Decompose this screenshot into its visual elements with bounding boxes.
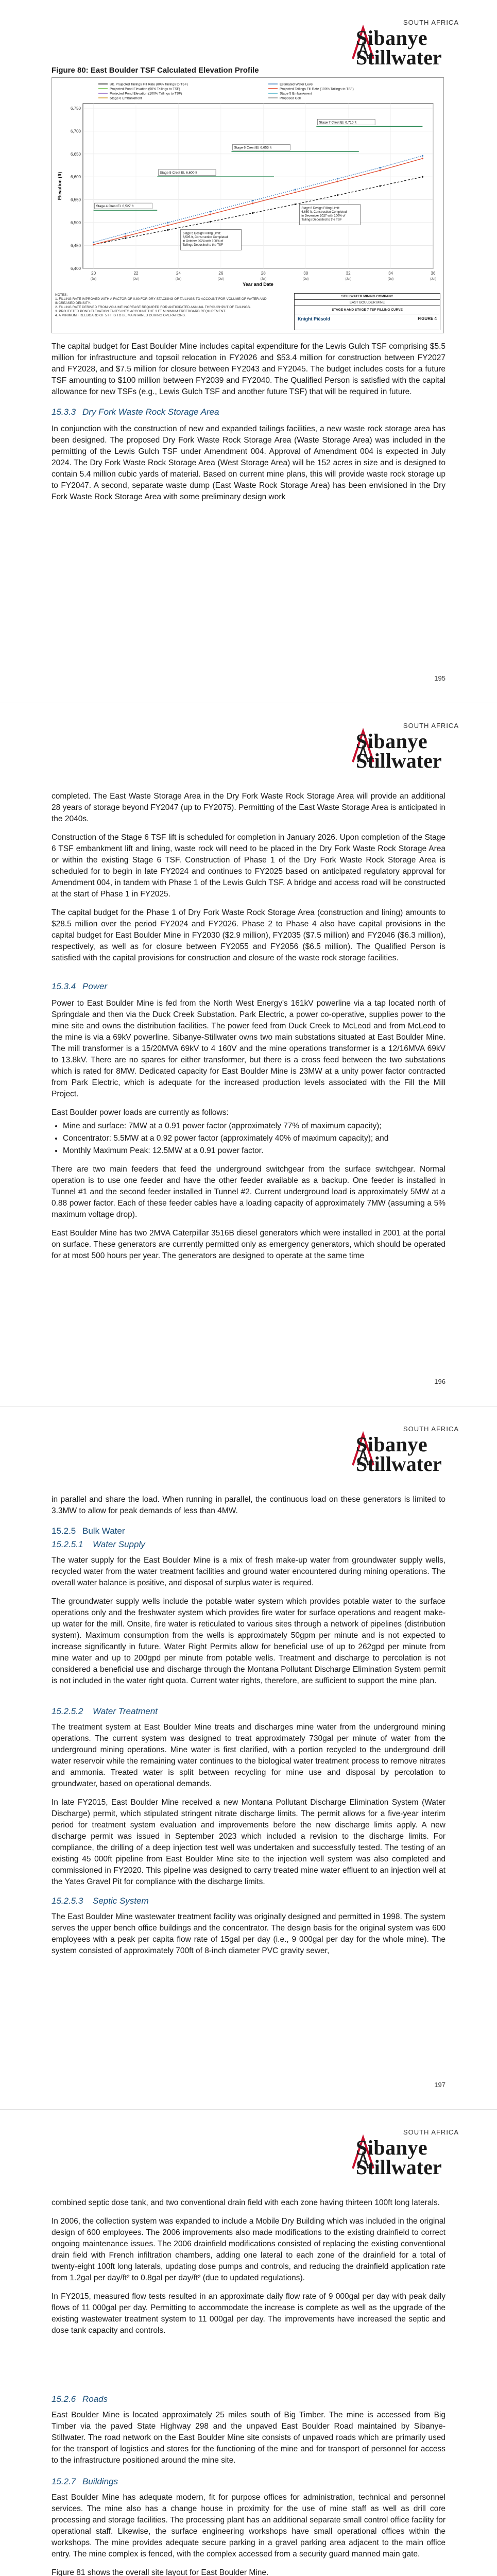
body-text	[52, 998, 445, 1269]
tb-site: EAST BOULDER MINE	[295, 300, 440, 306]
tb-company: STILLWATER MINING COMPANY	[295, 294, 440, 300]
series-point	[125, 238, 126, 239]
paragraph: The capital budget for the Phase 1 of Dry Fork Waste Rock Storage Area (construction and lining) amounts to $28.5 million over the period FY2024 and FY2026. Phase 2 to Phase 4 also have capital provisions in the capital budget for East Boulder Mine in FY2030 ($2.9 million), FY2035 ($7.5 million) and FY2046 ($6.3 million), respectively, as well as for closure between FY2055 and FY2056 ($6.5 million). The Qualified Person is satisfied with the capital provisions for construction and closure of the waste rock storage facilities.	[52, 908, 445, 962]
tb-drawing: STAGE 6 AND STAGE 7 TSF FILLING CURVE	[295, 306, 440, 314]
series-point	[210, 211, 211, 212]
chart-title-block	[294, 293, 440, 330]
series-point	[252, 212, 253, 214]
body-text	[52, 1722, 445, 1895]
subsection-heading: 15.2.5.3 Septic System	[52, 1896, 149, 1906]
paragraph: The treatment system at East Boulder Mine treats and discharges mine water from the underground mining operations. The current system was designed to treat approximately 730gal per minute of water from the underground mining operations. Mine water is first clarified, with a portion recycled to the underground drill water reservoir while the remaining water continues to the biological water treatment process to remove nitrates and ammonia. Treated water is split between recycling for mine use and disposal by percolation to groundwater, based on operational demands.	[52, 1723, 445, 1788]
x-tick-label: 20	[91, 271, 96, 276]
series-point	[379, 170, 381, 171]
y-tick-label: 6,650	[70, 151, 81, 157]
chart-note: 4. A MINIMUM FREEBOARD OF 5 FT IS TO BE MAINTAINED DURING OPERATIONS.	[55, 314, 186, 317]
logo-line1: Sibanye	[356, 2136, 428, 2159]
series-point	[167, 222, 168, 224]
x-tick-sublabel: (Jul)	[430, 278, 436, 281]
x-tick-sublabel: (Jul)	[90, 278, 97, 281]
series-point	[422, 176, 423, 178]
figure-title: Figure 80: East Boulder TSF Calculated Elevation Profile	[52, 66, 259, 75]
body-text	[52, 1911, 445, 1964]
company-logo	[353, 1421, 471, 1478]
logo-line1: Sibanye	[356, 730, 428, 753]
subsection-heading: 15.2.5.1 Water Supply	[52, 1539, 145, 1549]
annotation-text: Stage 5 Design Filling Limit: 6,595 ft, Construction Completed in October 2024 with 100% of Tailings Deposited to the TSF	[182, 232, 228, 247]
y-axis-label: Elevation (ft)	[57, 172, 62, 200]
power-load-list	[63, 1121, 445, 1157]
paragraph: The groundwater supply wells include the potable water system which provides potable water to the surface operations only and the freshwater system which provides fire water for surface operations and reagent make-up water for the mill. Onsite, fire water is reticulated to various sites through a network of pipelines (distribution system). Maximum consumption from the wells is approximately 50gpm per minute and is not expected to increase significantly in future. Water Right Permits allow for beneficial use of up to 262gpd per minute from mine water and up to 200gpd per minute from potable wells. Treatment and discharge to percolation is not considered a beneficial use and discharge through the Montana Pollutant Discharge Elimination System permit is not included in the water right quota. Current water rights, therefore, are sufficient to support the mine plan.	[52, 1597, 445, 1685]
paragraph: Construction of the Stage 6 TSF lift is scheduled for completion in January 2026. Upon completion of the Stage 6 TSF embankment lift and lining, waste rock will need to be placed in the Dry Fork Waste Rock Storage Area or within the existing Stage 6 TSF. Construction of Phase 1 of the Dry Fork Waste Rock Storage Area is scheduled for to begin in late FY2024 and continues to FY2025 based on anticipated regulatory approval for Amendment 004, in tandem with Phase 1 of the Lewis Gulch TSF. A bridge and access road will be constructed at the start of Phase 1 in FY2025.	[52, 833, 445, 899]
legend-entry: Proposed Cell	[280, 96, 301, 100]
series-point	[379, 185, 381, 187]
page-197	[0, 1406, 497, 2110]
body-text	[52, 791, 445, 971]
tb-firm: Knight Piésold	[298, 316, 330, 321]
series-point	[93, 244, 94, 245]
logo-prefix: SOUTH AFRICA	[403, 2128, 459, 2136]
stage-label: Stage 7 Crest El. 6,710 ft	[319, 121, 356, 125]
section-heading: 15.2.6 Roads	[52, 2394, 108, 2404]
paragraph: Figure 81 shows the overall site layout for East Boulder Mine.	[52, 2568, 269, 2576]
section-heading: 15.2.5 Bulk Water	[52, 1526, 125, 1536]
series-line	[94, 177, 423, 245]
chart-note: 2. FILLING RATE DERIVED FROM VOLUME INCREASE REQUIRED FOR ANTICIPATED ANNUAL THROUGHPUT OF TAILINGS.	[55, 306, 251, 309]
x-tick-label: 32	[346, 271, 351, 276]
paragraph: The water supply for the East Boulder Mine is a mix of fresh make-up water from groundwater supply wells, recycled water from the water treatment facilities and ground water encountered during mining operations. The overall water balance is positive, and disposal of surplus water is required.	[52, 1556, 445, 1587]
series-point	[125, 235, 126, 237]
list-item: • Mine and surface: 7MW at a 0.91 power factor (approximately 77% of maximum capacity);	[63, 1121, 445, 1132]
legend-entry: Estimated Water Level	[280, 82, 314, 87]
logo-line1: Sibanye	[356, 1433, 428, 1456]
logo-line1: Sibanye	[356, 26, 428, 49]
section-heading: 15.3.3 Dry Fork Waste Rock Storage Area	[52, 407, 219, 417]
company-logo	[353, 718, 471, 774]
paragraph: The East Boulder Mine wastewater treatment facility was originally designed and permitted in 1998. The system serves the upper bench office buildings and the concentrator. The design basis for the original system was 600 employees with a peak per capita flow rate of 15gal per day (i.e., 9 000gal per day for the whole mine). The system consisted of approximately 700ft of 8-inch diameter PVC gravity sewer,	[52, 1912, 445, 1955]
paragraph: combined septic dose tank, and two conventional drain field with each zone having thirteen 100ft long laterals.	[52, 2198, 440, 2207]
series-point	[252, 200, 253, 201]
y-tick-label: 6,600	[70, 175, 81, 180]
page-196	[0, 703, 497, 1406]
series-line	[94, 159, 423, 245]
subsection-heading: 15.2.5.2 Water Treatment	[52, 1706, 158, 1716]
logo-line2: Stillwater	[356, 1452, 442, 1476]
stage-label: Stage 4 Crest El. 6,527 ft	[96, 205, 134, 209]
x-tick-sublabel: (Jul)	[175, 278, 182, 281]
y-tick-label: 6,500	[70, 221, 81, 226]
chart-plot	[52, 78, 443, 289]
page-number: 197	[434, 2081, 445, 2089]
series-line	[94, 156, 423, 242]
series-point	[295, 189, 296, 191]
paragraph: In FY2015, measured flow tests resulted in an approximate daily flow rate of 9 000gal per day with peak daily flows of 11 000gal per day. Permitting to accommodate the increase is complete as well as the upgrade of the existing wastewater treatment system to 11 000gal per day. The improvements have increased the septic and dose tank capacity and controls.	[52, 2292, 445, 2335]
series-point	[210, 214, 211, 215]
x-tick-sublabel: (Jul)	[218, 278, 224, 281]
x-tick-label: 30	[303, 271, 309, 276]
page-198	[0, 2110, 497, 2576]
paragraph: East Boulder Mine has two 2MVA Caterpillar 3516B diesel generators which were installed in 2001 at the portal on surface. These generators are currently permitted only as emergency generators, which should be operated for at most 500 hours per year. The generators are designed to operate at the same time	[52, 1229, 445, 1260]
x-tick-sublabel: (Jul)	[133, 278, 139, 281]
y-tick-label: 6,750	[70, 106, 81, 111]
company-logo	[353, 2124, 471, 2181]
series-point	[93, 242, 94, 243]
series-point	[210, 221, 211, 223]
chart-note: NOTES:	[55, 293, 68, 297]
y-tick-label: 6,550	[70, 197, 81, 202]
paragraph: The capital budget for East Boulder Mine includes capital expenditure for the Lewis Gulch TSF comprising $5.5 million for infrastructure and topsoil relocation in FY2026 and $53.4 million for construction between FY2027 and FY2028, and $7.5 million for closure between FY2043 and FY2045. The budget includes costs for a future TSF amounting to $100 million between FY2039 and FY2040. The Qualified Person is satisfied with the capital allowance for new TSFs (e.g., Lewis Gulch TSF and another future TSF) that will be required in future.	[52, 342, 445, 396]
elevation-profile-chart	[52, 77, 444, 333]
logo-prefix: SOUTH AFRICA	[403, 1425, 459, 1433]
list-item: • Concentrator: 5.5MW at a 0.92 power factor (approximately 40% of maximum capacity); and	[63, 1133, 445, 1144]
y-tick-label: 6,700	[70, 129, 81, 134]
logo-prefix: SOUTH AFRICA	[403, 722, 459, 730]
legend-entry: Stage 5 Embankment	[280, 92, 312, 96]
legend-entry: Stage 6 Embankment	[110, 96, 142, 100]
x-tick-label: 34	[388, 271, 393, 276]
y-tick-label: 6,400	[70, 266, 81, 271]
annotation-text: Stage 6 Design Filling Limit: 6,650 ft, Construction Completed in December 2027 with 100% of Tailings Deposited to the TSF	[301, 207, 347, 222]
legend-entry: Ult. Projected Tailings Fill Rate (80% Tailings to TSF)	[110, 82, 188, 87]
series-point	[379, 167, 381, 168]
company-logo	[353, 14, 471, 71]
paragraph: East Boulder Mine has adequate modern, fit for purpose offices for administration, technical and personnel services. The mine also has a change house in proximity for the use of mine staff as well as drill core processing and storage facilities. The processing plant has an additional separate small control office facility for operational staff. Likewise, the surface engineering workshops have small operational offices within the workshops. The mine provides adequate secure parking in a gravel parking area adjacent to the main office entry. The mine complex is fenced, with the complex accessed from a security guard manned main gate.	[52, 2493, 445, 2558]
paragraph: There are two main feeders that feed the underground switchgear from the surface switchgear. Normal operation is to use one feeder and have the other feeder available as a backup. One feeder is installed in Tunnel #1 and the second feeder installed in Tunnel #2. Current underground load is approximately 5MW at a 0.88 power factor. Each of these feeder cables have a loading capacity of approximately 7MW (assuming a 5% maximum voltage drop).	[52, 1165, 445, 1219]
series-point	[422, 158, 423, 159]
x-tick-label: 36	[431, 271, 436, 276]
x-tick-sublabel: (Jul)	[345, 278, 351, 281]
paragraph: In 2006, the collection system was expanded to include a Mobile Dry Building which was included in the original design of 600 employees. The 2006 improvements also made modifications to the existing drainfield to correct ongoing maintenance issues. The 2006 drainfield modifications consisted of replacing the existing conventional drain field with French infiltration chambers, adding one lateral to each zone of the drainfield for a total of twenty-eight 100ft long laterals, updating dose pumps and controls, and reducing the drainfield application rate from 1.2gal per day/ft² to 0.8gal per day/ft² (due to updated regulations).	[52, 2217, 445, 2282]
legend-entry: Projected Tailings Fill Rate (100% Tailings to TSF)	[280, 87, 354, 91]
tb-figure: FIGURE 4	[418, 316, 437, 321]
body-text	[52, 1494, 445, 1524]
chart-note: 3. PROJECTED POND ELEVATION TAKES INTO ACCOUNT THE 3 FT MINIMUM FREEBOARD REQUIREMENT.	[55, 310, 226, 313]
stage-label: Stage 5 Crest El. 6,600 ft	[160, 171, 197, 175]
chart-note: 1. FILLING RATE IMPROVED WITH A FACTOR OF 0.80 FOR DRY STACKING OF TAILINGS TO ACCOUNT FOR VOLUME OF WATER AND INCREASED DENSITY.	[55, 297, 267, 305]
body-text	[52, 2197, 445, 2344]
series-point	[337, 194, 338, 196]
body-text	[52, 1555, 445, 1694]
paragraph: In late FY2015, East Boulder Mine received a new Montana Pollutant Discharge Elimination System (Water Discharge) permit, which stipulated stringent nitrate discharge limits. The permit allows for a five-year interim period for treatment system evaluation and improvements before the new discharge limits apply. A new discharge permit was issued in September 2023 which included a revision to the discharge limits. For compliance, the drilling of a deep injection test well was undertaken and successfully tested. The testing of an existing 45 000ft pipeline from East Boulder Mine site to the injection well system was also completed and commissioned in FY2020. This pipeline was designed to carry treated mine water effluent to an injection well at the Yates Gravel Pit for compliance with the discharge limits.	[52, 1798, 445, 1886]
series-point	[167, 229, 168, 231]
chart-notes	[55, 293, 271, 318]
x-axis-label: Year and Date	[243, 282, 273, 287]
series-point	[167, 225, 168, 226]
section-heading: 15.2.7 Buildings	[52, 2477, 118, 2486]
y-tick-label: 6,450	[70, 243, 81, 248]
list-item: • Monthly Maximum Peak: 12.5MW at a 0.91 power factor.	[63, 1145, 445, 1157]
paragraph: in parallel and share the load. When running in parallel, the continuous load on these generators is limited to 3.3MW to allow for peak demands of less than 4MW.	[52, 1495, 445, 1515]
section-heading: 15.3.4 Power	[52, 981, 108, 991]
paragraph: Power to East Boulder Mine is fed from the North West Energy's 161kV powerline via a tap located north of Springdale and then via the Duck Creek Substation. Park Electric, a power co-operative, supplies power to the mine site and owns the distribution facilities. The power feed from Duck Creek to McLeod and from McLeod to the mine is via a 69kV powerline. Sibanye-Stillwater owns two main substations situated at East Boulder Mine. The mill transformer is a 15/20MVA 69kV to 4 160V and the mine operations transformer is a 12/16MVA 69kV to 13.8kV. There are no spares for either transformer, but there is a cross feed between the two substations which is rated for 8MW. Dedicated capacity for East Boulder Mine is 23MW at a unity power factor contracted from Park Electric, which is adequate for the increased production levels associated with the Fill the Mill Project.	[52, 999, 445, 1098]
x-tick-label: 26	[218, 271, 224, 276]
legend-entry: Projected Pond Elevation (90% Tailings to TSF)	[110, 87, 180, 91]
x-tick-label: 22	[133, 271, 139, 276]
x-tick-label: 24	[176, 271, 181, 276]
page-number: 196	[434, 1378, 445, 1385]
body-text	[52, 423, 445, 510]
paragraph: In conjunction with the construction of new and expanded tailings facilities, a new waste rock storage area has been designed. The proposed Dry Fork Waste Rock Storage Area (Waste Storage Area) was included in the permitting of the Lewis Gulch TSF under Amendment 004. Approval of Amendment 004 is expected in July 2024. The Dry Fork Waste Rock Storage Area (West Storage Area) will be 152 acres in size and is designed to contain 5.4 million cubic yards of material. Based on current mine plans, this will provide waste rock storage up to FY2047. A second, separate waste dump (East Waste Rock Storage Area) has been envisioned in the Dry Fork Waste Rock Storage Area with some preliminary design work	[52, 425, 445, 501]
logo-line2: Stillwater	[356, 749, 442, 772]
series-point	[295, 192, 296, 193]
body-text	[52, 2410, 445, 2473]
series-point	[295, 204, 296, 205]
series-point	[252, 202, 253, 204]
series-point	[337, 178, 338, 179]
logo-line2: Stillwater	[356, 2156, 442, 2179]
body-text	[52, 341, 445, 405]
page-195	[0, 0, 497, 703]
x-tick-label: 28	[261, 271, 266, 276]
series-point	[337, 181, 338, 182]
stage-label: Stage 6 Crest El. 6,655 ft	[234, 146, 272, 150]
page-number: 195	[434, 674, 445, 682]
x-tick-sublabel: (Jul)	[387, 278, 394, 281]
x-tick-sublabel: (Jul)	[302, 278, 309, 281]
series-point	[422, 155, 423, 157]
legend-entry: Projected Pond Elevation (100% Tailings to TSF)	[110, 92, 182, 96]
body-text	[52, 2492, 445, 2576]
paragraph: East Boulder Mine is located approximately 25 miles south of Big Timber. The mine is accessed from Big Timber via the paved State Highway 298 and the unpaved East Boulder Road maintained by Sibanye-Stillwater. The road network on the East Boulder Mine site consists of unpaved roads which are primarily used for the transport of logistics and stores for the functioning of the mine and for transport of personnel for access to the infrastructure positioned around the mine site.	[52, 2411, 445, 2465]
logo-prefix: SOUTH AFRICA	[403, 19, 459, 26]
x-tick-sublabel: (Jul)	[260, 278, 267, 281]
paragraph: East Boulder power loads are currently as follows:	[52, 1108, 229, 1117]
logo-line2: Stillwater	[356, 46, 442, 69]
series-point	[125, 233, 126, 234]
paragraph: completed. The East Waste Storage Area in the Dry Fork Waste Rock Storage Area will provide an additional 28 years of storage beyond FY2047 (up to FY2075). Permitting of the East Waste Storage Area is anticipated in the 2040s.	[52, 792, 445, 823]
